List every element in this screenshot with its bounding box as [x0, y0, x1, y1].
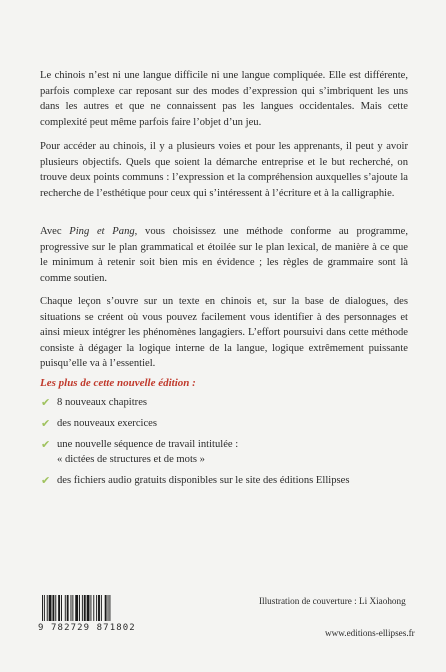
- check-icon: ✔: [41, 416, 51, 430]
- list-item-text: 8 nouveaux chapitres: [57, 397, 148, 408]
- list-item-text: une nouvelle séquence de travail intitulée :: [57, 438, 239, 450]
- check-icon: ✔: [41, 396, 51, 409]
- barcode-bar: [52, 595, 54, 621]
- method-text-before: Avec: [40, 226, 70, 237]
- barcode-bar: [109, 595, 110, 621]
- check-icon: ✔: [41, 437, 51, 451]
- list-item-text-continued: « dictées de structures et de mots »: [57, 454, 205, 466]
- barcode-bar: [61, 595, 62, 621]
- method-paragraph: [40, 224, 408, 286]
- barcode-bar: [105, 595, 107, 621]
- barcode: [40, 595, 135, 623]
- barcode-bar: [71, 595, 72, 621]
- barcode-bar: [49, 595, 52, 621]
- barcode-bar: [101, 595, 102, 621]
- new-edition-list: [40, 395, 410, 489]
- barcode-bar: [93, 595, 94, 621]
- new-edition-heading: Les plus de cette nouvelle édition :: [40, 377, 196, 389]
- barcode-bar: [108, 595, 109, 621]
- barcode-bar: [67, 595, 69, 621]
- barcode-bar: [58, 595, 60, 621]
- publisher-website: www.editions-ellipses.fr: [325, 628, 415, 638]
- barcode-bar: [72, 595, 73, 621]
- approach-paragraph: Pour accéder au chinois, il y a plusieurs voies et pour les apprenants, il peut y avoir plusieurs objectifs. Quels que soient la démarche entreprise et le but recherché, on trouve deux points communs : l’expression et la compréhension auxquelles s’ajoute la recherche de l’esthétique pour ceux qui s’intéressent à l’écriture et à la calligraphie.: [40, 141, 408, 199]
- barcode-bar: [87, 595, 90, 621]
- list-item-text: des fichiers audio gratuits disponibles sur le site des éditions Ellipses: [57, 475, 350, 487]
- intro-paragraph: Le chinois n’est ni une langue difficile ni une langue compliquée. Elle est différente, parfois complexe car reposant sur des modes d’expression qui s’imbriquent les uns dans les autres et que ne connaissent pas les langues occidentales. Mais cette complexité peut même parfois faire l’objet d’un jeu.: [40, 70, 408, 128]
- barcode-bar: [65, 595, 66, 621]
- barcode-bar: [79, 595, 80, 621]
- barcode-bar: [90, 595, 91, 621]
- method-text-after: , vous choisissez une méthode conforme au programme, progressive sur le plan grammatical et étoilée sur le plan lexical, de manière à ce que le minimum à retenir soit bien mis en évidence ; les règles de grammaire sont là comme soutien.: [40, 226, 408, 284]
- list-item: [40, 473, 410, 489]
- barcode-bar: [44, 595, 45, 621]
- barcode-bar: [84, 595, 86, 621]
- book-title: Ping et Pang: [69, 226, 135, 237]
- check-icon: ✔: [41, 474, 51, 488]
- isbn-number: 9 782729 871802: [38, 623, 136, 633]
- list-item-text: des nouveaux exercices: [57, 417, 158, 429]
- illustration-credit: Illustration de couverture : Li Xiaohong: [259, 596, 406, 606]
- barcode-bar: [82, 595, 83, 621]
- list-item: [40, 395, 410, 411]
- barcode-bar: [47, 595, 48, 621]
- barcode-bar: [98, 595, 100, 621]
- barcode-bar: [75, 595, 78, 621]
- list-item: [40, 437, 410, 469]
- barcode-bar: [42, 595, 43, 621]
- barcode-bar: [96, 595, 97, 621]
- lesson-paragraph: Chaque leçon s’ouvre sur un texte en chinois et, sur la base de dialogues, des situations se créent où vous pouvez facilement vous identifier à des personnages et ainsi mieux intégrer les phénomènes langagiers. L’effort poursuivi dans cette méthode consiste à dégager la logique interne de la langue, logique extrêmement puissante puisqu’elle va à l’essentiel.: [40, 296, 408, 370]
- barcode-bar: [55, 595, 56, 621]
- list-item: [40, 416, 410, 432]
